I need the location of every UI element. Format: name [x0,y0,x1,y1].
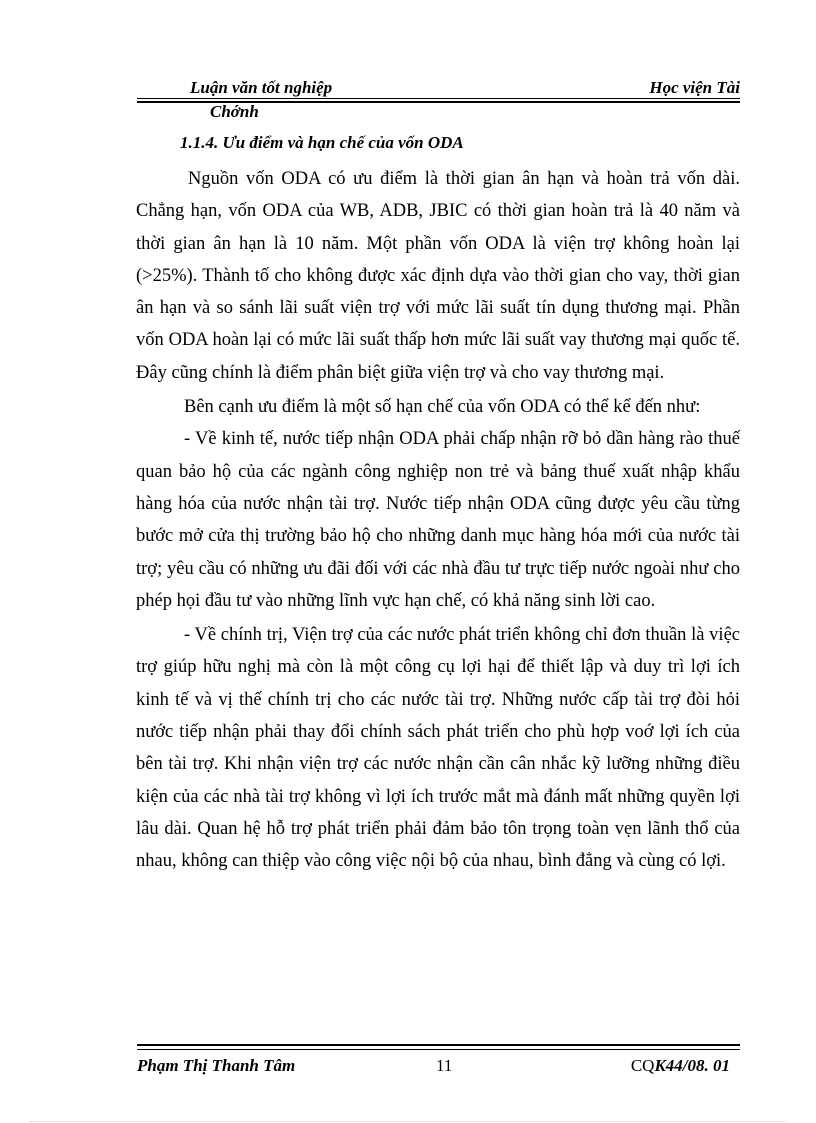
footer-class-number: K44/08. 01 [654,1056,730,1075]
header-thesis-label: Luận văn tốt nghiệp [190,78,333,97]
paragraph-political-limitations: - Về chính trị, Viện trợ của các nước phát triển không chỉ đơn thuần là việc trợ giúp hữu nghị mà còn là một công cụ lợi hại để thiết lập và duy trì lợi ích kinh tế và vị thế chính trị cho các nước tài trợ. Những nước cấp tài trợ đòi hỏi nước tiếp nhận phải thay đổi chính sách phát triển cho phù hợp voớ lợi ích của bên tài trợ. Khi nhận viện trợ các nước nhận cần cân nhắc kỹ lưỡng những điều kiện của các nhà tài trợ không vì lợi ích trước mắt mà đánh mất những quyền lợi lâu dài. Quan hệ hỗ trợ phát triển phải đảm bảo tôn trọng toàn vẹn lãnh thổ của nhau, không can thiệp vào công việc nội bộ của nhau, bình đẳng và cùng có lợi. [136,625,740,872]
footer-rule-thick [137,1044,740,1046]
paragraph-limitations-intro: Bên cạnh ưu điểm là một số hạn chế của vốn ODA có thể kể đến như: [184,397,701,418]
header-institution-continuation: Chớnh [210,102,259,121]
section-heading: 1.1.4. Ưu điểm và hạn chế của vốn ODA [180,133,464,152]
paragraph-advantages: Nguồn vốn ODA có ưu điểm là thời gian ân hạn và hoàn trả vốn dài. Chẳng hạn, vốn ODA của WB, ADB, JBIC có thời gian hoàn trả là 40 năm và thời gian ân hạn là 10 năm. Một phần vốn ODA là viện trợ không hoàn lại (>25%). Thành tố cho không được xác định dựa vào thời gian cho vay, thời gian ân hạn và so sánh lãi suất viện trợ với mức lãi suất tín dụng thương mại. Phần vốn ODA hoàn lại có mức lãi suất thấp hơn mức lãi suất vay thương mại quốc tế. Đây cũng chính là điểm phân biệt giữa viện trợ và cho vay thương mại. [136,169,740,383]
page-bottom-border [30,1121,786,1122]
footer-rule-thin [137,1049,740,1050]
footer-class-prefix: CQ [630,1056,655,1075]
footer-author: Phạm Thị Thanh Tâm [137,1056,296,1075]
paragraph-economic-limitations: - Về kinh tế, nước tiếp nhận ODA phải chấp nhận rỡ bỏ dần hàng rào thuế quan bảo hộ của các ngành công nghiệp non trẻ và bảng thuế xuất nhập khẩu hàng hóa của nước nhận tài trợ. Nước tiếp nhận ODA cũng được yêu cầu từng bước mở cửa thị trường bảo hộ cho những danh mục hàng hóa mới của nước tài trợ; yêu cầu có những ưu đãi đối với các nhà đầu tư trực tiếp nước ngoài như cho phép họi đầu tư vào những lĩnh vực hạn chế, có khả năng sinh lời cao. [136,429,740,611]
header-institution-label: Học viện Tài [649,78,740,97]
footer-class-code [631,1056,730,1076]
header-rule-thin [137,98,740,99]
page-number: 11 [436,1056,453,1075]
body-text [136,163,740,878]
